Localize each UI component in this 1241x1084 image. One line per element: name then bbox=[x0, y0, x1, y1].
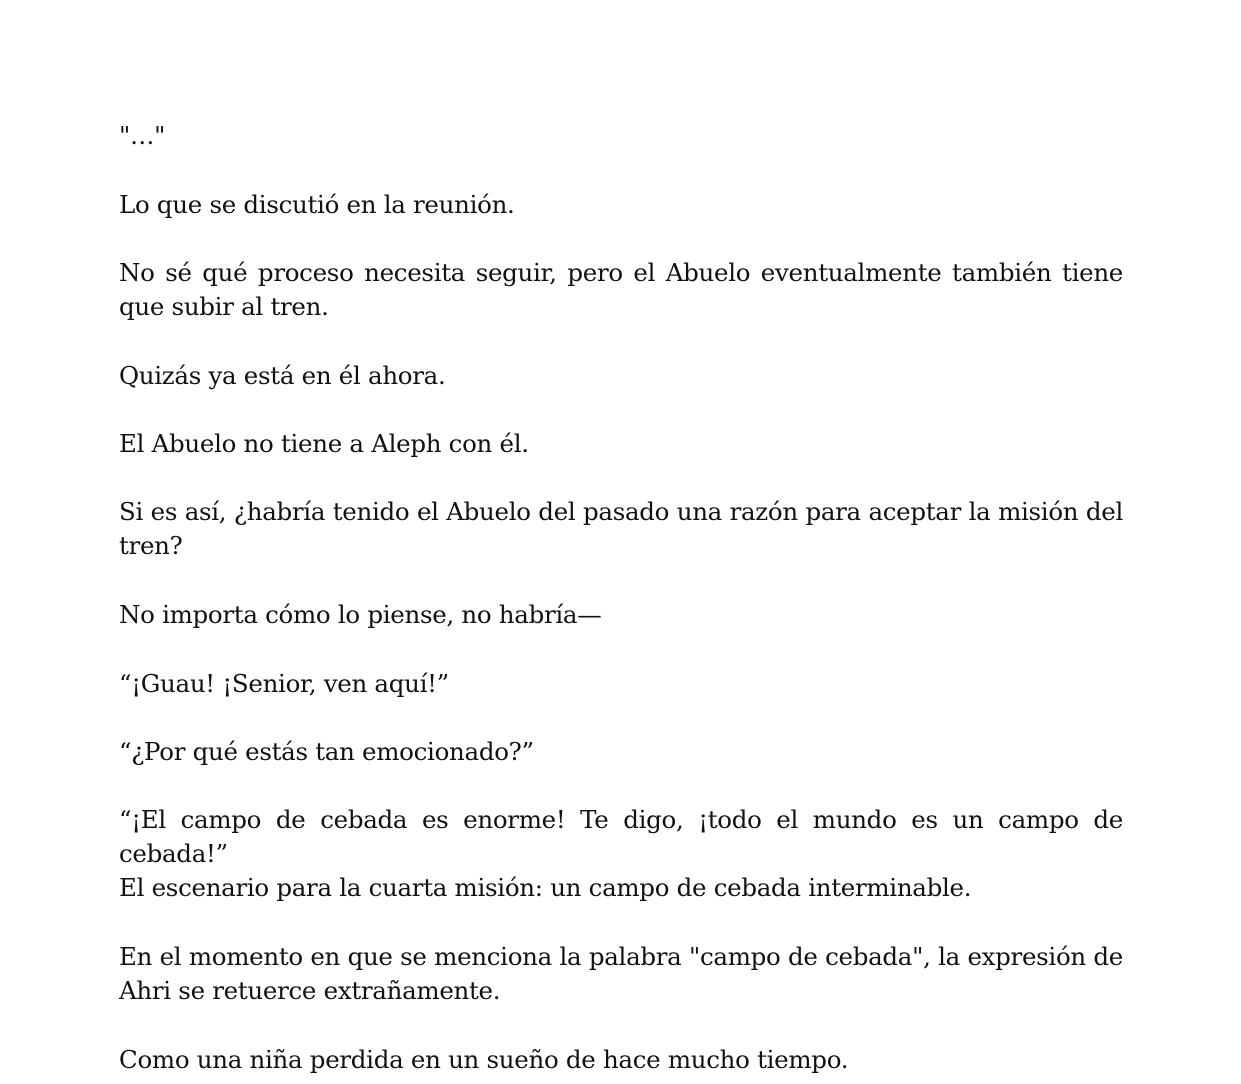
paragraph-maybe-now: Quizás ya está en él ahora. bbox=[119, 361, 446, 390]
paragraph-no-matter: No importa cómo lo piense, no habría— bbox=[119, 600, 602, 629]
paragraph-no-aleph: El Abuelo no tiene a Aleph con él. bbox=[119, 429, 529, 458]
paragraph-reason-mission: Si es así, ¿habría tenido el Abuelo del pasado una razón para aceptar la misión del tren? bbox=[119, 497, 1123, 560]
paragraph-fourth-mission: El escenario para la cuarta misión: un campo de cebada interminable. bbox=[119, 873, 972, 902]
paragraph-dialogue-wow: “¡Guau! ¡Senior, ven aquí!” bbox=[119, 669, 449, 698]
paragraph-ahri-expression: En el momento en que se menciona la palabra "campo de cebada", la expresión de Ahri se retuerce extrañamente. bbox=[119, 942, 1123, 1005]
paragraph-ellipsis-quote: "…" bbox=[119, 121, 166, 150]
paragraph-meeting: Lo que se discutió en la reunión. bbox=[119, 190, 515, 219]
paragraph-dialogue-barley: “¡El campo de cebada es enorme! Te digo, ¡todo el mundo es un campo de cebada!” bbox=[119, 805, 1123, 868]
paragraph-dialogue-excited: “¿Por qué estás tan emocionado?” bbox=[119, 737, 534, 766]
paragraph-grandfather-train: No sé qué proceso necesita seguir, pero el Abuelo eventualmente también tiene que subir al tren. bbox=[119, 258, 1123, 321]
paragraph-lost-girl: Como una niña perdida en un sueño de hace mucho tiempo. bbox=[119, 1045, 849, 1074]
